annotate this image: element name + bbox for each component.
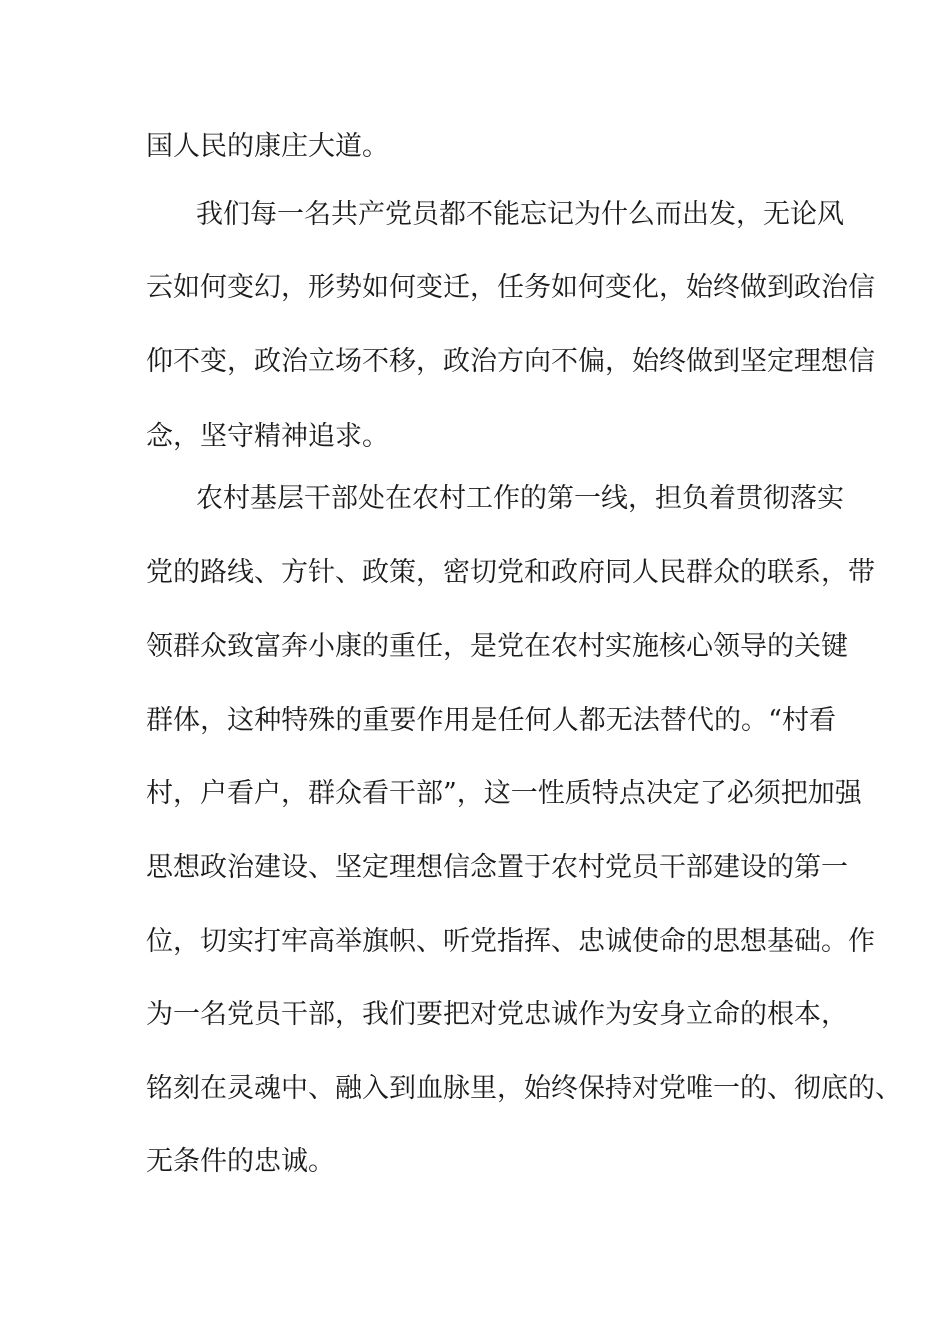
text-line: 群体，这种特殊的重要作用是任何人都无法替代的。“村看 <box>146 705 836 736</box>
text-line: 念，坚守精神追求。 <box>146 421 389 452</box>
text-line: 国人民的康庄大道。 <box>146 131 389 162</box>
text-line: 云如何变幻，形势如何变迁，任务如何变化，始终做到政治信 <box>146 272 875 303</box>
text-line: 仰不变，政治立场不移，政治方向不偏，始终做到坚定理想信 <box>146 346 875 377</box>
text-line: 为一名党员干部，我们要把对党忠诚作为安身立命的根本， <box>146 999 848 1030</box>
text-line: 领群众致富奔小康的重任，是党在农村实施核心领导的关键 <box>146 631 848 662</box>
paragraph-first-line: 我们每一名共产党员都不能忘记为什么而出发，无论风 <box>196 199 844 230</box>
text-line: 无条件的忠诚。 <box>146 1146 335 1177</box>
text-line: 思想政治建设、坚定理想信念置于农村党员干部建设的第一 <box>146 852 848 883</box>
text-line: 村，户看户，群众看干部”，这一性质特点决定了必须把加强 <box>146 778 862 809</box>
text-line: 党的路线、方针、政策，密切党和政府同人民群众的联系，带 <box>146 557 875 588</box>
text-line: 铭刻在灵魂中、融入到血脉里，始终保持对党唯一的、彻底的、 <box>146 1073 902 1104</box>
text-line: 位，切实打牢高举旗帜、听党指挥、忠诚使命的思想基础。作 <box>146 926 875 957</box>
paragraph-first-line: 农村基层干部处在农村工作的第一线，担负着贯彻落实 <box>196 483 844 514</box>
